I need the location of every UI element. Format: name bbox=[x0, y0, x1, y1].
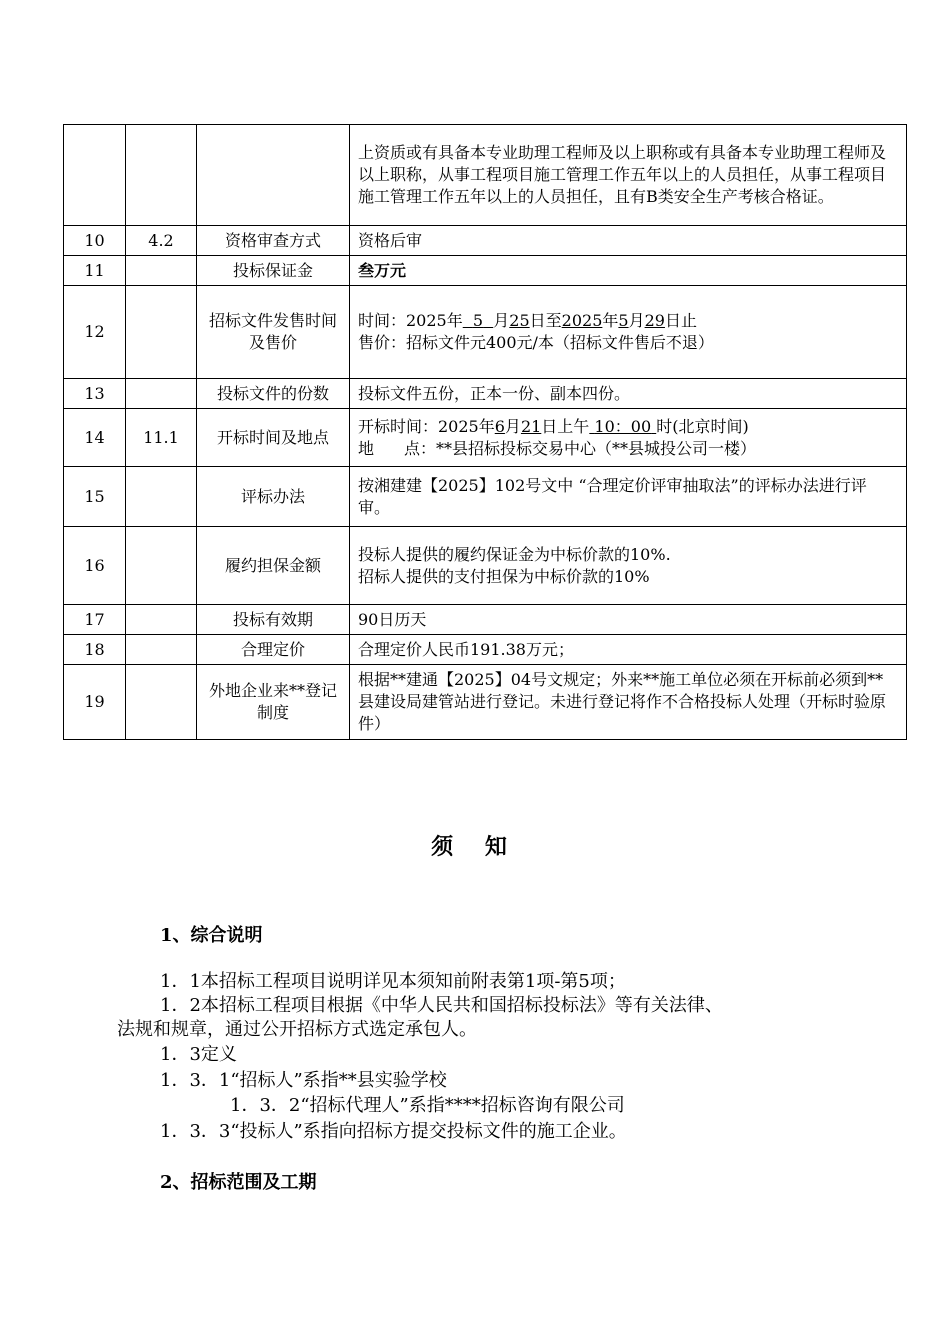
row-number: 16 bbox=[64, 527, 126, 605]
row-item bbox=[197, 125, 350, 226]
row-content: 按湘建建【2025】102号文中 “合理定价评审抽取法”的评标办法进行评审。 bbox=[350, 467, 907, 527]
row-content: 投标文件五份，正本一份、副本四份。 bbox=[350, 379, 907, 409]
row-item: 外地企业来**登记制度 bbox=[197, 665, 350, 740]
row-content bbox=[350, 409, 907, 467]
section-2-title: 2、招标范围及工期 bbox=[160, 1172, 317, 1193]
opening-day: 21 bbox=[520, 416, 542, 436]
opening-tail: 时(北京时间) bbox=[656, 416, 749, 436]
row-item: 履约担保金额 bbox=[197, 527, 350, 605]
row-item: 投标文件的份数 bbox=[197, 379, 350, 409]
table-row bbox=[64, 409, 907, 467]
row-content: 合理定价人民币191.38万元； bbox=[350, 635, 907, 665]
opening-time-line bbox=[358, 416, 898, 438]
table-row bbox=[64, 665, 907, 740]
row-number bbox=[64, 125, 126, 226]
sale-time-prefix: 时间：2025年 bbox=[358, 311, 463, 330]
opening-month: 6 bbox=[494, 416, 505, 436]
row-number: 13 bbox=[64, 379, 126, 409]
row-clause bbox=[126, 286, 197, 379]
row-clause bbox=[126, 256, 197, 286]
row-number: 12 bbox=[64, 286, 126, 379]
sale-price-line: 售价：招标文件元400元/本（招标文件售后不退） bbox=[358, 333, 714, 352]
row-clause bbox=[126, 467, 197, 527]
paragraph-1-3-2: 1．3．2“招标代理人”系指****招标咨询有限公司 bbox=[230, 1095, 625, 1116]
sale-mid: 日至 bbox=[529, 311, 562, 330]
row-clause bbox=[126, 605, 197, 635]
day-label: 日上午 bbox=[541, 416, 590, 436]
place-label: 地 bbox=[358, 438, 375, 458]
row-content: 根据**建通【2025】04号文规定；外来**施工单位必须在开标前必须到**县建设局建管站进行登记。未进行登记将作不合格投标人处理（开标时验原件） bbox=[350, 665, 907, 740]
table-row bbox=[64, 256, 907, 286]
paragraph-1-2-line1: 1．2本招标工程项目根据《中华人民共和国招标投标法》等有关法律、 bbox=[160, 995, 723, 1016]
row-item: 投标保证金 bbox=[197, 256, 350, 286]
paragraph-1-2-line2: 法规和规章，通过公开招标方式选定承包人。 bbox=[117, 1019, 477, 1040]
performance-bond-line: 投标人提供的履约保证金为中标价款的10%. bbox=[358, 544, 671, 564]
table-row bbox=[64, 605, 907, 635]
table-row bbox=[64, 125, 907, 226]
row-content: 90日历天 bbox=[350, 605, 907, 635]
row-item: 资格审查方式 bbox=[197, 226, 350, 256]
opening-place: **县招标投标交易中心（**县城投公司一楼） bbox=[436, 438, 757, 458]
opening-place-line bbox=[358, 438, 898, 460]
row-item: 合理定价 bbox=[197, 635, 350, 665]
notice-heading: 须 知 bbox=[431, 834, 519, 860]
row-content: 上资质或有具备本专业助理工程师及以上职称或有具备本专业助理工程师及以上职称，从事工程项目施工管理工作五年以上的人员担任，从事工程项目施工管理工作五年以上的人员担任，且有B类安全生产考核合格证。 bbox=[350, 125, 907, 226]
row-clause bbox=[126, 379, 197, 409]
row-clause: 4.2 bbox=[126, 226, 197, 256]
table-row bbox=[64, 286, 907, 379]
table-row bbox=[64, 467, 907, 527]
row-content: 资格后审 bbox=[350, 226, 907, 256]
year-label: 年 bbox=[602, 311, 619, 330]
paragraph-1-1: 1．1本招标工程项目说明详见本须知前附表第1项-第5项； bbox=[160, 971, 626, 992]
month-label: 月 bbox=[628, 311, 645, 330]
row-clause bbox=[126, 665, 197, 740]
row-number: 14 bbox=[64, 409, 126, 467]
table-row bbox=[64, 226, 907, 256]
row-content: 叁万元 bbox=[350, 256, 907, 286]
row-item: 投标有效期 bbox=[197, 605, 350, 635]
sale-end: 日止 bbox=[664, 311, 697, 330]
row-number: 15 bbox=[64, 467, 126, 527]
opening-time-prefix: 开标时间：2025年 bbox=[358, 416, 495, 436]
sale-start-day: 25 bbox=[509, 311, 530, 330]
table-row bbox=[64, 635, 907, 665]
row-number: 18 bbox=[64, 635, 126, 665]
row-content bbox=[350, 527, 907, 605]
paragraph-1-3-3: 1．3．3“投标人”系指向招标方提交投标文件的施工企业。 bbox=[160, 1121, 627, 1142]
row-item: 评标办法 bbox=[197, 467, 350, 527]
row-number: 11 bbox=[64, 256, 126, 286]
row-content bbox=[350, 286, 907, 379]
place-colon: 点： bbox=[404, 438, 437, 458]
row-clause bbox=[126, 125, 197, 226]
row-item: 开标时间及地点 bbox=[197, 409, 350, 467]
table-row bbox=[64, 379, 907, 409]
table-row bbox=[64, 527, 907, 605]
section-1-title: 1、综合说明 bbox=[160, 925, 263, 946]
sale-start-month: 5 bbox=[472, 311, 484, 330]
sale-end-year: 2025 bbox=[561, 311, 603, 330]
payment-guarantee-line: 招标人提供的支付担保为中标价款的10% bbox=[358, 566, 650, 586]
sale-time-line bbox=[358, 310, 898, 332]
row-clause: 11.1 bbox=[126, 409, 197, 467]
opening-hour: 10：00 bbox=[594, 416, 652, 436]
row-number: 10 bbox=[64, 226, 126, 256]
paragraph-1-3: 1．3定义 bbox=[160, 1044, 237, 1065]
month-label: 月 bbox=[493, 311, 510, 330]
row-number: 17 bbox=[64, 605, 126, 635]
month-label: 月 bbox=[504, 416, 521, 436]
row-item: 招标文件发售时间及售价 bbox=[197, 286, 350, 379]
bid-info-table bbox=[63, 124, 907, 740]
sale-end-month: 5 bbox=[618, 311, 629, 330]
paragraph-1-3-1: 1．3．1“招标人”系指**县实验学校 bbox=[160, 1070, 447, 1091]
row-clause bbox=[126, 527, 197, 605]
row-number: 19 bbox=[64, 665, 126, 740]
sale-end-day: 29 bbox=[644, 311, 665, 330]
row-clause bbox=[126, 635, 197, 665]
